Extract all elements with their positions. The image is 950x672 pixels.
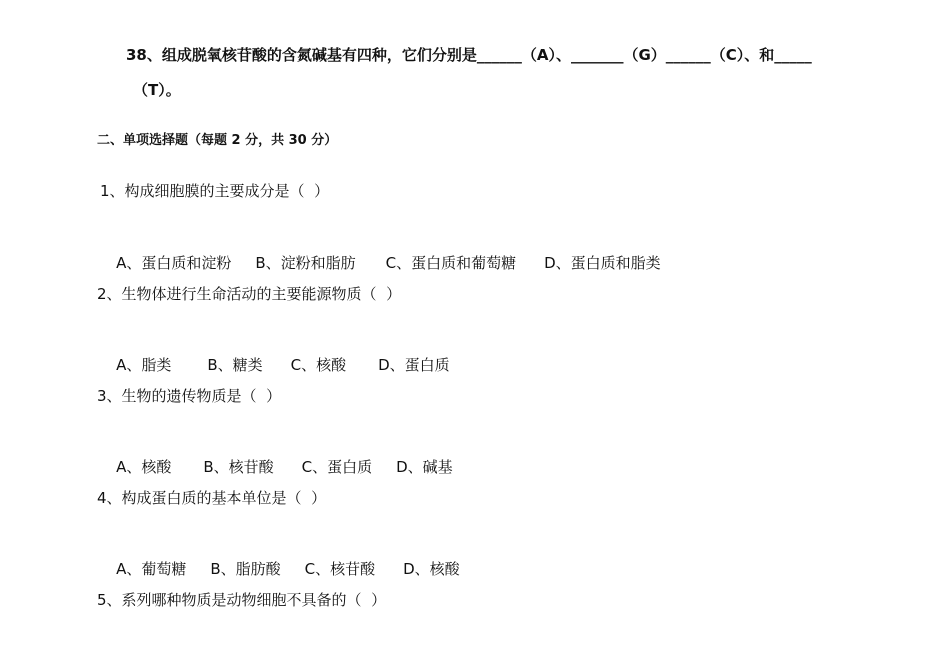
- option-a: A、核酸: [116, 458, 172, 476]
- question-3-stem: 3、生物的遗传物质是（ ）: [97, 387, 282, 405]
- option-d: D、核酸: [403, 560, 460, 578]
- question-2-stem: 2、生物体进行生命活动的主要能源物质（ ）: [97, 285, 402, 303]
- option-c: C、核酸: [290, 356, 347, 374]
- option-b: B、淀粉和脂肪: [255, 254, 356, 272]
- option-d: D、碱基: [396, 458, 453, 476]
- option-a: A、脂类: [116, 356, 172, 374]
- option-b: B、糖类: [207, 356, 263, 374]
- section-heading: 二、单项选择题（每题 2 分，共 30 分）: [97, 133, 338, 148]
- option-c: C、蛋白质和葡萄糖: [385, 254, 517, 272]
- option-c: C、核苷酸: [304, 560, 376, 578]
- option-b: B、脂肪酸: [210, 560, 281, 578]
- option-a: A、蛋白质和淀粉: [116, 254, 232, 272]
- question-5-stem: 5、系列哪种物质是动物细胞不具备的（ ）: [97, 591, 387, 609]
- question-38-line-1: 38、组成脱氧核苷酸的含氮碱基有四种，它们分别是______（A）、_______（G）______（C）、和_____: [126, 46, 812, 64]
- option-d: D、蛋白质和脂类: [544, 254, 661, 272]
- option-c: C、蛋白质: [301, 458, 373, 476]
- question-38-line-2: （T）。: [133, 81, 181, 99]
- option-a: A、葡萄糖: [116, 560, 187, 578]
- option-b: B、核苷酸: [203, 458, 274, 476]
- question-4-stem: 4、构成蛋白质的基本单位是（ ）: [97, 489, 327, 507]
- question-1-stem: 1、构成细胞膜的主要成分是（ ）: [100, 182, 330, 200]
- option-d: D、蛋白质: [378, 356, 450, 374]
